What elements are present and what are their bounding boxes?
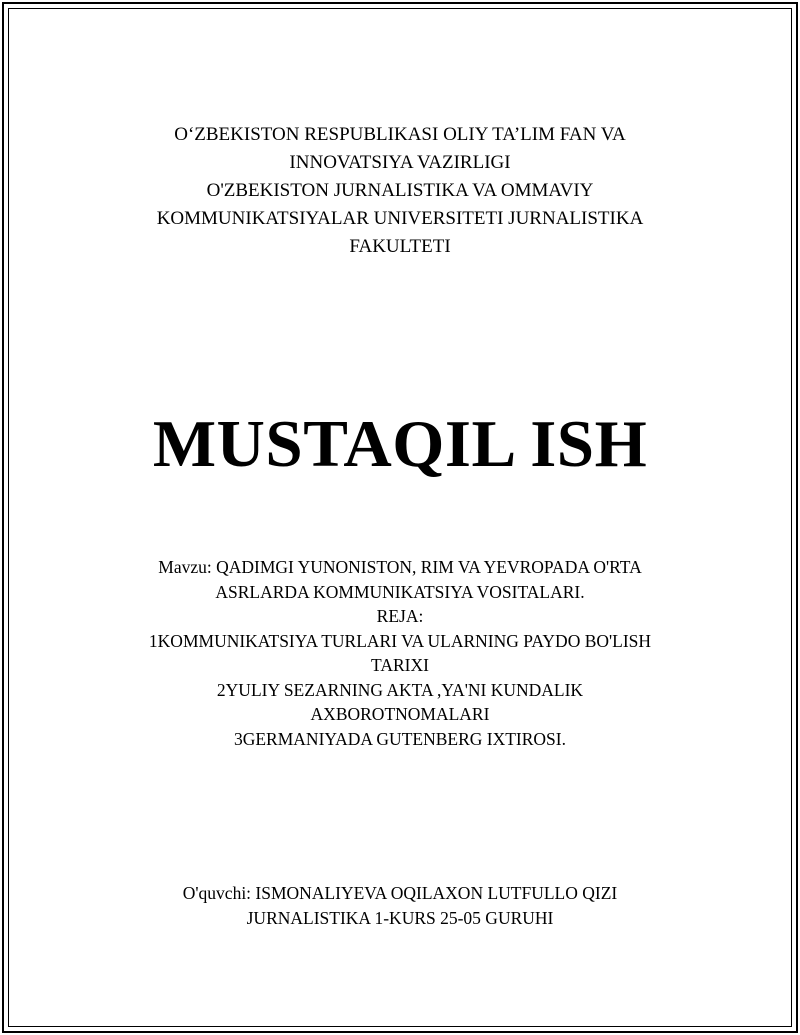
plan-heading: REJA:	[376, 606, 424, 626]
student-name: O'quvchi: ISMONALIYEVA OQILAXON LUTFULLO QIZI	[182, 883, 618, 903]
topic-line: ASRLARDA KOMMUNIKATSIYA VOSITALARI.	[215, 581, 585, 602]
student-group: JURNALISTIKA 1-KURS 25-05 GURUHI	[246, 908, 554, 928]
institution-header	[0, 121, 800, 261]
header-line: O‘ZBEKISTON RESPUBLIKASI OLIY TA’LIM FAN VA	[174, 124, 626, 145]
header-line: O'ZBEKISTON JURNALISTIKA VA OMMAVIY	[206, 180, 594, 201]
student-info	[0, 881, 800, 931]
plan-item: 2YULIY SEZARNING AKTA ,YA'NI KUNDALIK	[216, 679, 584, 700]
document-title: MUSTAQIL ISH	[152, 407, 648, 481]
plan-item: 3GERMANIYADA GUTENBERG IXTIROSI.	[233, 728, 566, 749]
plan-item: AXBOROTNOMALARI	[310, 704, 490, 724]
header-line: KOMMUNIKATSIYALAR UNIVERSITETI JURNALISTIKA	[156, 208, 644, 229]
topic-section	[0, 555, 800, 751]
plan-item: 1KOMMUNIKATSIYA TURLARI VA ULARNING PAYDO BO'LISH	[148, 630, 652, 651]
header-line: INNOVATSIYA VAZIRLIGI	[289, 152, 511, 173]
plan-item: TARIXI	[371, 655, 429, 675]
header-line: FAKULTETI	[349, 236, 451, 257]
topic-line: Mavzu: QADIMGI YUNONISTON, RIM VA YEVROPADA O'RTA	[158, 557, 642, 577]
